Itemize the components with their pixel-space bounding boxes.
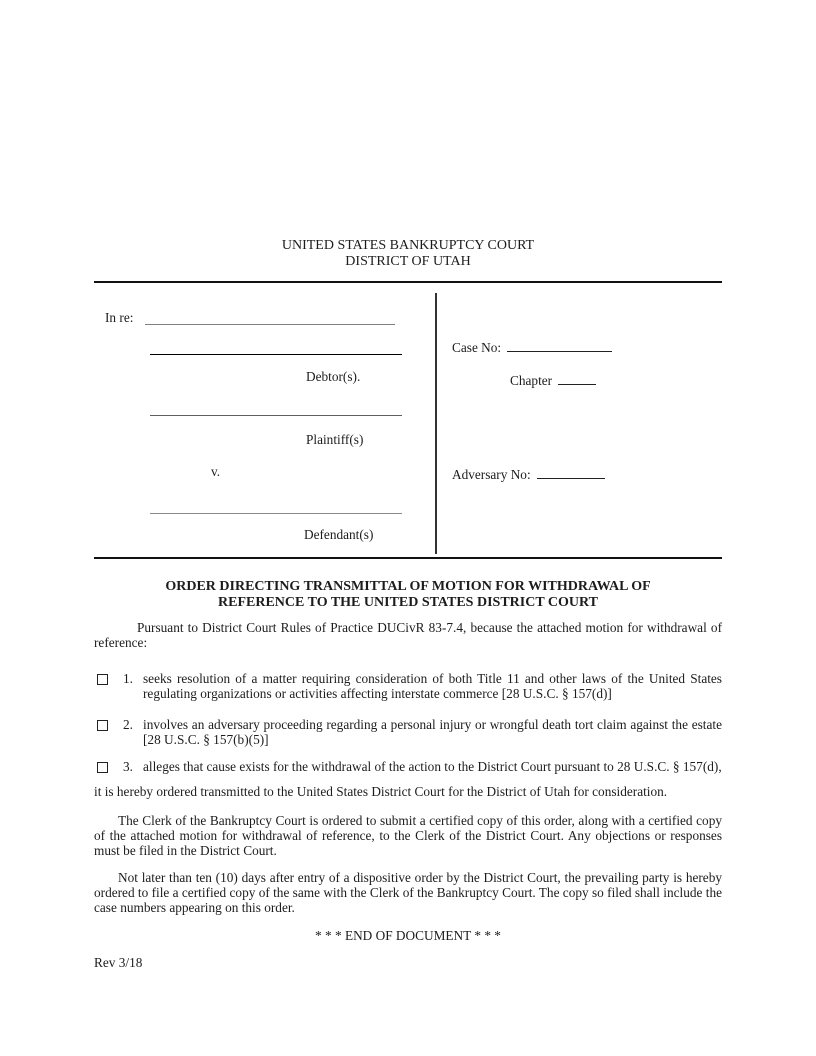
court-district: DISTRICT OF UTAH — [345, 253, 471, 269]
caption-bottom-rule — [94, 557, 722, 559]
end-of-document-marker: * * * END OF DOCUMENT * * * — [315, 928, 501, 943]
option-item-1 — [94, 671, 722, 701]
option-item-3 — [94, 759, 722, 774]
option-item-2 — [94, 717, 722, 747]
debtor-label: Debtor(s). — [306, 369, 361, 384]
caption-parties-column — [94, 283, 435, 557]
option-1-text: seeks resolution of a matter requiring consideration of both Title 11 and other laws of the United States regulating organizations or activities affecting interstate commerce [28 U.S.C. § 157(d)] — [143, 671, 722, 701]
order-title-line2: REFERENCE TO THE UNITED STATES DISTRICT COURT — [218, 594, 598, 610]
versus-label: v. — [211, 464, 221, 479]
option-1-number: 1. — [123, 671, 133, 686]
option-3-number: 3. — [123, 759, 133, 774]
revision-label: Rev 3/18 — [94, 955, 143, 970]
ordered-paragraph: it is hereby ordered transmitted to the United States District Court for the District of Utah for consideration. — [94, 784, 668, 799]
case-no-field[interactable] — [507, 338, 612, 352]
caption-numbers-column — [437, 283, 722, 557]
chapter-field[interactable] — [558, 371, 596, 385]
plaintiff-label: Plaintiff(s) — [306, 432, 364, 447]
option-2-text: involves an adversary proceeding regarding a personal injury or wrongful death tort claim against the estate [28 U.S.C. § 157(b)(5)] — [143, 717, 722, 747]
option-2-checkbox[interactable] — [97, 720, 108, 731]
option-1-checkbox[interactable] — [97, 674, 108, 685]
adversary-no-label: Adversary No: — [452, 467, 531, 482]
option-3-text: alleges that cause exists for the withdrawal of the action to the District Court pursuant to 28 U.S.C. § 157(d), — [143, 759, 722, 774]
case-caption — [94, 283, 722, 557]
order-title-line1: ORDER DIRECTING TRANSMITTAL OF MOTION FOR WITHDRAWAL OF — [165, 579, 651, 594]
chapter-label: Chapter — [510, 373, 553, 388]
in-re-field[interactable] — [145, 309, 395, 325]
adversary-no-field[interactable] — [537, 465, 605, 479]
option-2-number: 2. — [123, 717, 133, 732]
clerk-paragraph: The Clerk of the Bankruptcy Court is ordered to submit a certified copy of this order, along with a certified copy of the attached motion for withdrawal of reference, to the Clerk of the District Court. Any objections or responses must be filed in the District Court. — [94, 813, 722, 858]
order-title — [94, 579, 722, 610]
court-header — [94, 238, 722, 269]
case-no-label: Case No: — [452, 340, 502, 355]
defendant-name-field[interactable] — [150, 498, 402, 514]
defendant-label: Defendant(s) — [304, 527, 374, 542]
in-re-label: In re: — [105, 310, 134, 325]
plaintiff-name-field[interactable] — [150, 400, 402, 416]
intro-paragraph: Pursuant to District Court Rules of Practice DUCivR 83-7.4, because the attached motion for withdrawal of reference: — [94, 620, 722, 650]
debtor-name-field[interactable] — [150, 339, 402, 355]
option-3-checkbox[interactable] — [97, 762, 108, 773]
court-name: UNITED STATES BANKRUPTCY COURT — [281, 238, 535, 253]
deadline-paragraph: Not later than ten (10) days after entry of a dispositive order by the District Court, the prevailing party is hereby ordered to file a certified copy of the same with the Clerk of the Bankruptcy Court. The copy so filed shall include the case numbers appearing on this order. — [94, 870, 722, 915]
